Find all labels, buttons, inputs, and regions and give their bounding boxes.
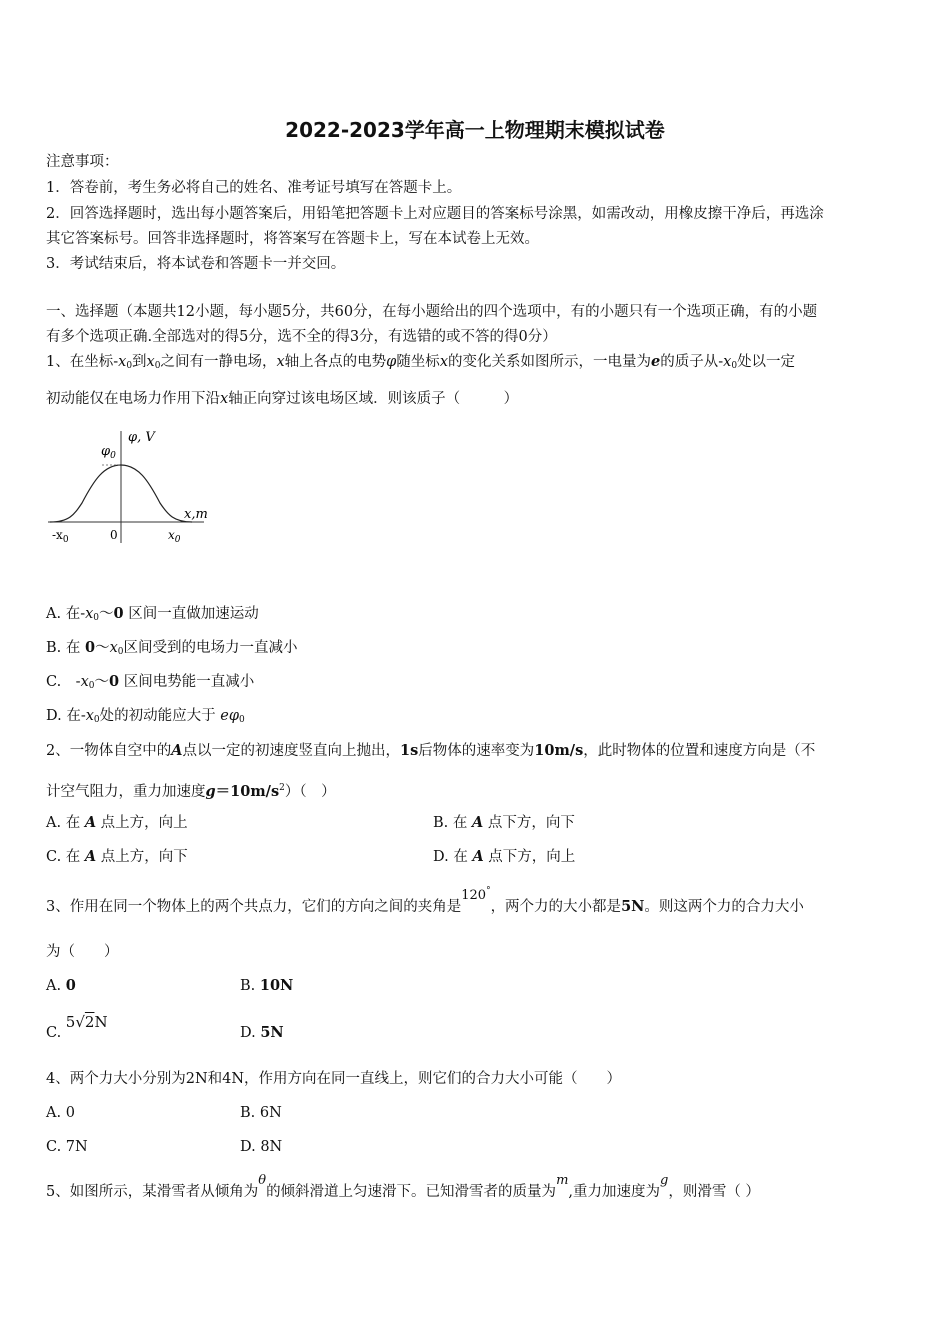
q3-option-d: D. 5N xyxy=(240,1024,284,1041)
neg-x0-label: $-x_0$ xyxy=(52,528,69,545)
origin-label: 0 xyxy=(110,528,118,542)
section-instructions-2: 有多个选项正确.全部选对的得5分，选不全的得3分，有选错的或不答的得0分） xyxy=(46,329,557,345)
q1-stem-line2: 初动能仅在电场力作用下沿x轴正向穿过该电场区域．则该质子（ ） xyxy=(46,391,519,407)
q2-stem-line1: 2、一物体自空中的A点以一定的初速度竖直向上抛出，1s后物体的速率变为10m/s，此时物体的位置和速度方向是（不 xyxy=(46,742,816,759)
y-axis-label: φ, V xyxy=(128,430,155,445)
q1-stem-line1: 1、在坐标$-x_0$到$x_0$之间有一静电场，x轴上各点的电势φ随坐标x的变化关系如图所示，一电量为e的质子从$-x_0$处以一定 xyxy=(46,353,796,371)
notice-item-3: 3．考试结束后，将本试卷和答题卡一并交回。 xyxy=(46,256,346,272)
five-root-two-n: 5√2N xyxy=(65,1013,108,1031)
q4-option-d: D. 8N xyxy=(240,1139,283,1155)
q4-stem: 4、两个力大小分别为2N和4N，作用方向在同一直线上，则它们的合力大小可能（ ） xyxy=(46,1071,622,1087)
q3-stem-line1: 3、作用在同一个物体上的两个共点力，它们的方向之间的夹角是120°，两个力的大小都是5N。则这两个力的合力大小 xyxy=(46,886,804,915)
potential-graph xyxy=(44,425,214,550)
q3-option-a: A. 0 xyxy=(46,977,76,994)
q5-stem: 5、如图所示，某滑雪者从倾角为θ的倾斜滑道上匀速滑下。已知滑雪者的质量为m,重力加速度为g，则滑雪（ ） xyxy=(46,1173,760,1200)
x-axis-label: x,m xyxy=(184,507,208,522)
q2-stem-line2: 计空气阻力，重力加速度$g=10m/s^2$）（ ） xyxy=(46,783,336,800)
q4-option-c: C. 7N xyxy=(46,1139,88,1155)
angle-120: 120° xyxy=(461,886,491,903)
q3-stem-line2: 为（ ） xyxy=(46,944,119,960)
q1-option-d: D. 在$-x_0$处的初动能应大于 $e\varphi_0$ xyxy=(46,708,245,725)
page-title: 2022-2023学年高一上物理期末模拟试卷 xyxy=(285,118,665,142)
q4-option-b: B. 6N xyxy=(240,1105,282,1121)
q2-option-d: D. 在 A 点下方，向上 xyxy=(433,848,576,865)
sqrt-symbol: √ xyxy=(75,1013,85,1031)
q2-option-a: A. 在 A 点上方，向上 xyxy=(46,814,188,831)
x0-label: $x_0$ xyxy=(168,528,181,545)
q1-option-c: C. $-x_0\sim 0$ 区间电势能一直减小 xyxy=(46,673,255,691)
phi0-label: $\varphi_0$ xyxy=(101,444,116,461)
q1-option-b: B. 在 $0\sim x_0$区间受到的电场力一直减小 xyxy=(46,639,298,657)
q2-option-b: B. 在 A 点下方，向下 xyxy=(433,814,575,831)
q3-option-c: C. 5√2N xyxy=(46,1013,108,1041)
notice-item-2-cont: 其它答案标号。回答非选择题时，将答案写在答题卡上，写在本试卷上无效。 xyxy=(46,231,539,247)
q2-option-c: C. 在 A 点上方，向下 xyxy=(46,848,188,865)
q1-option-a: A. 在$-x_0\sim 0$ 区间一直做加速运动 xyxy=(46,605,259,623)
notice-item-1: 1．答卷前，考生务必将自己的姓名、准考证号填写在答题卡上。 xyxy=(46,180,462,196)
notice-item-2: 2．回答选择题时，选出每小题答案后，用铅笔把答题卡上对应题目的答案标号涂黑，如需改动，用橡皮擦干净后，再选涂 xyxy=(46,206,824,222)
q4-option-a: A. 0 xyxy=(46,1105,75,1121)
section-instructions-1: 一、选择题（本题共12小题，每小题5分，共60分，在每小题给出的四个选项中，有的小题只有一个选项正确，有的小题 xyxy=(46,304,818,320)
notice-heading: 注意事项： xyxy=(46,154,119,170)
q3-option-b: B. 10N xyxy=(240,977,294,994)
